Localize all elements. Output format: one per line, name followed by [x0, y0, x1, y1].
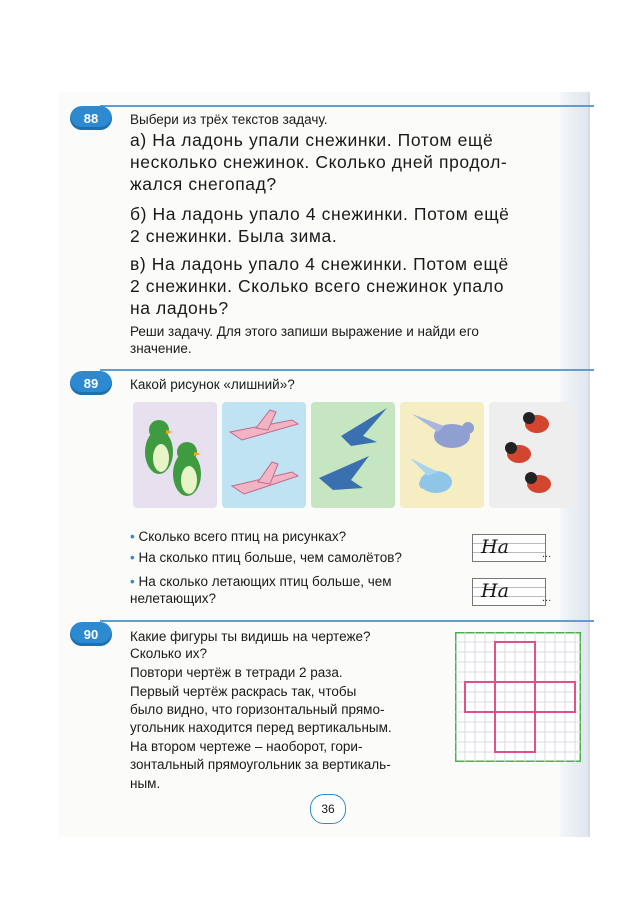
task-88-rule [100, 105, 594, 107]
task-88-number: 88 [70, 106, 112, 130]
task-89-bullet-3-line2: нелетающих? [130, 591, 217, 606]
dove-illustration [400, 402, 484, 508]
task-88-a-line1: а) На ладонь упали снежинки. Потом ещё [130, 130, 494, 150]
panel-airplanes [222, 402, 306, 508]
swallow-illustration [311, 402, 395, 508]
task-90-line-8: зонтальный прямоугольник за вертикаль- [130, 757, 391, 772]
task-90-line-9: ным. [130, 776, 161, 791]
task-88-instruction-2: значение. [130, 341, 192, 356]
task-90-line-2: Сколько их? [130, 646, 208, 661]
task-89-bullet-2: • На сколько птиц больше, чем самолётов? [130, 550, 402, 565]
panel-doves [400, 402, 484, 508]
answer-blank-2: ... [542, 592, 552, 604]
bullet-3-text: На сколько летающих птиц больше, чем [138, 574, 392, 589]
task-88-c-line3: на ладонь? [130, 298, 229, 318]
answer-box-1[interactable] [472, 534, 546, 562]
task-89-rule [100, 369, 594, 371]
task-88-b-line2: 2 снежинки. Была зима. [130, 226, 338, 246]
task-88-a-line3: жался снегопад? [130, 174, 277, 194]
task-88-instruction-1: Реши задачу. Для этого запиши выражение и найди его [130, 324, 479, 339]
bullfinch-illustration [489, 402, 573, 508]
task-88-a-line2: несколько снежинок. Сколько дней продол- [130, 152, 508, 172]
answer-box-2[interactable] [472, 578, 546, 606]
task-90-line-7: На втором чертеже – наоборот, гори- [130, 739, 363, 754]
task-90-line-4: Первый чертёж раскрась так, чтобы [130, 684, 357, 699]
airplane-illustration [222, 402, 306, 508]
task-88-intro: Выбери из трёх текстов задачу. [130, 112, 328, 127]
answer-prefix-2: На [481, 580, 509, 602]
answer-blank-1: ... [542, 548, 552, 560]
panel-bullfinches [489, 402, 573, 508]
task-89-question: Какой рисунок «лишний»? [130, 377, 295, 392]
bullet-1-text: Сколько всего птиц на рисунках? [138, 529, 347, 544]
task-90-rule [100, 620, 594, 622]
task-90-line-1: Какие фигуры ты видишь на чертеже? [130, 629, 371, 644]
panel-swallows [311, 402, 395, 508]
task-89-number: 89 [70, 371, 112, 395]
task-88-c-line2: 2 снежинки. Сколько всего снежинок упало [130, 276, 505, 296]
rectangle-drawing-grid [455, 632, 581, 762]
task-90-line-3: Повтори чертёж в тетради 2 раза. [130, 665, 343, 680]
task-89-bullet-3: • На сколько летающих птиц больше, чем [130, 574, 392, 589]
bullet-2-text: На сколько птиц больше, чем самолётов? [138, 550, 402, 565]
task-88-c-line1: в) На ладонь упало 4 снежинки. Потом ещё [130, 254, 509, 274]
panel-penguins [133, 402, 217, 508]
task-89-bullet-1: • Сколько всего птиц на рисунках? [130, 529, 347, 544]
page-number: 36 [310, 794, 346, 824]
penguin-illustration [133, 402, 217, 508]
task-90-line-5: было видно, что горизонтальный прямо- [130, 702, 385, 717]
task-88-b-line1: б) На ладонь упало 4 снежинки. Потом ещё [130, 204, 510, 224]
answer-prefix-1: На [481, 536, 509, 558]
task-90-line-6: угольник находится перед вертикальным. [130, 720, 392, 735]
task-90-number: 90 [70, 622, 112, 646]
